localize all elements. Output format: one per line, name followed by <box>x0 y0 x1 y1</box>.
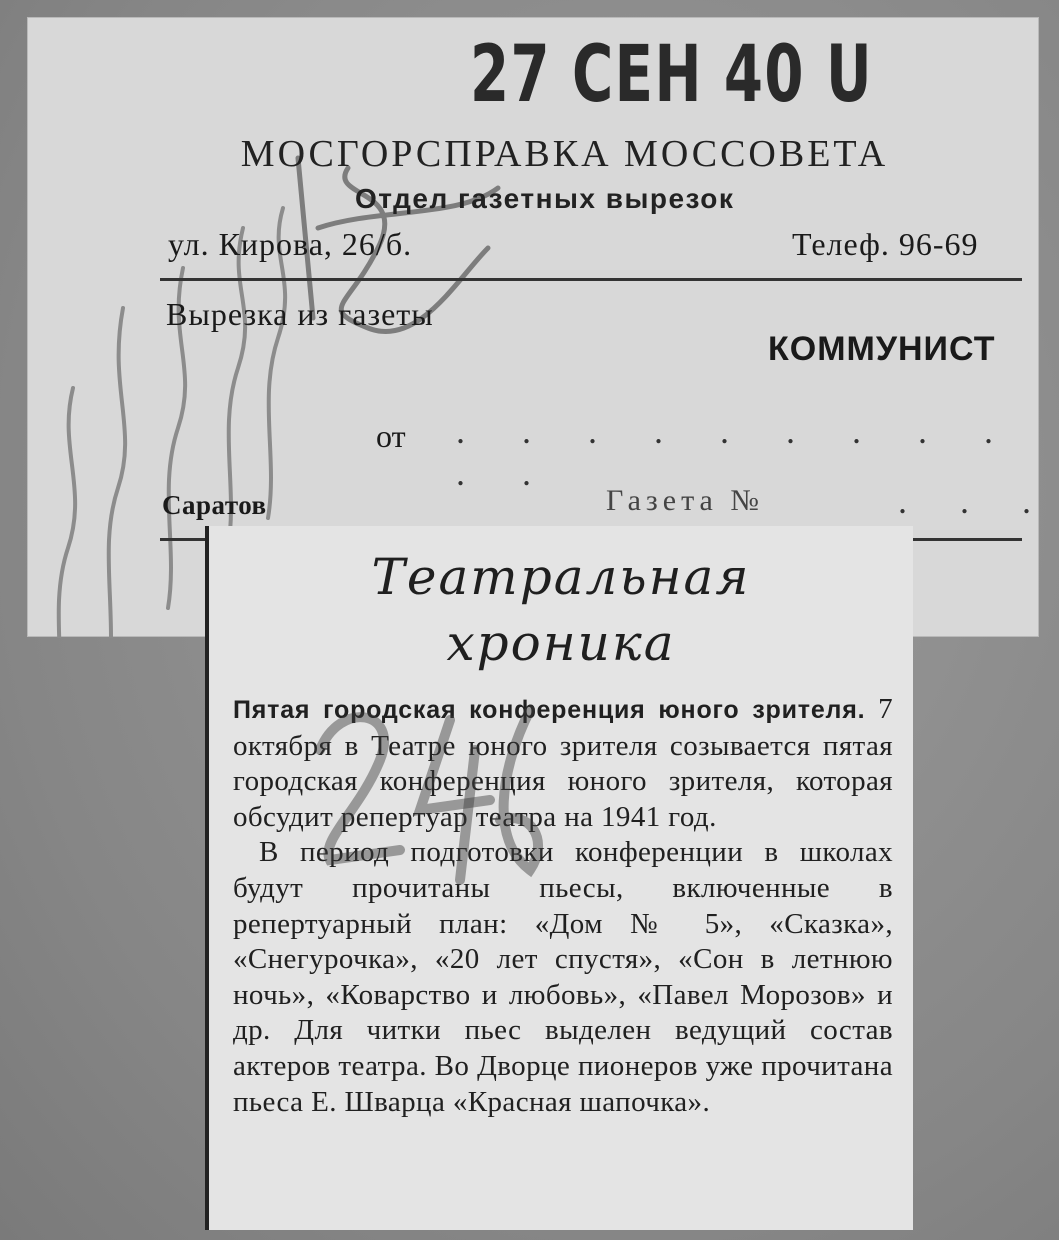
date-stamp: 27 СЕН 40 U <box>470 30 873 120</box>
clip-label: Вырезка из газеты <box>166 296 434 332</box>
article-title-line1: Театральная <box>371 548 751 606</box>
header-divider <box>160 278 1022 281</box>
gazeta-number-label: Газета № <box>606 484 764 517</box>
newspaper-name: КОММУНИСТ <box>768 330 996 368</box>
article-title <box>209 544 913 676</box>
article-lead: Пятая городская конференция юного зрителя. <box>233 696 866 724</box>
date-from-label: от <box>376 418 406 454</box>
gazeta-dotted-line: . . . <box>898 481 1053 521</box>
article-paragraph-2: В период подготовки конференции в школах будут прочитаны пьесы, включенные в репертуарный план: «Дом № 5», «Сказка», «Снегурочка», «20 лет спустя», «Сон в летнюю ночь», «Коварство и любовь», «Павел Морозов» и др. Для читки пьес выделен ведущий состав актеров театра. Во Дворце пионеров уже прочитана пьеса Е. Шварца «Красная шапочка». <box>233 836 893 1118</box>
city-name: Саратов <box>162 490 267 520</box>
article-paragraph-1-text: 7 октября в Театре юного зрителя созывается пятая городская конференция юного зрителя, которая обсудит репертуар театра на 1941 год. <box>233 693 893 833</box>
phone-text: Телеф. 96-69 <box>792 226 979 262</box>
organization-name: МОСГОРСПРАВКА МОССОВЕТА <box>240 133 889 175</box>
address-text: ул. Кирова, 26/б. <box>168 226 413 262</box>
department-name: Отдел газетных вырезок <box>355 183 735 214</box>
handwritten-number-mark <box>300 690 560 890</box>
article-title-line2: хроника <box>446 614 676 672</box>
date-dotted-line: . . . . . . . . . . . <box>456 411 1017 493</box>
